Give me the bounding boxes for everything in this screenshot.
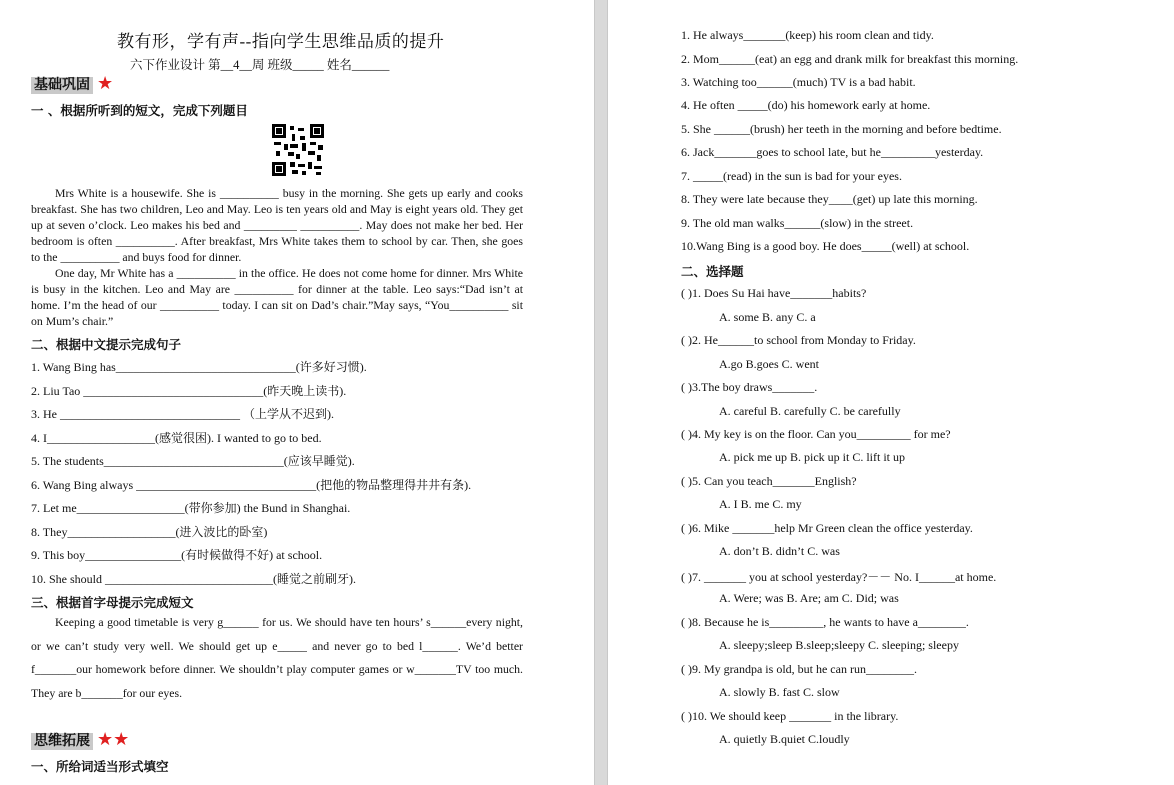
document-title: 教有形，学有声--指向学生思维品质的提升 — [117, 32, 445, 51]
passage-paragraph: Keeping a good timetable is very g______ for us. We should have ten hours’ s______every night, or we can’t study very well. We should get up e_____ and never go to bed l______. We’d better f_______our homework before dinner. We shouldn’t play computer games or w_______TV too much. They are b_______for our eyes. — [31, 615, 523, 700]
question-options: A. some B. any C. a — [719, 310, 816, 324]
section-badge-extension — [31, 730, 129, 750]
list-item: 10. She should ____________________________(睡觉之前刷牙). — [31, 572, 356, 586]
qr-code-icon — [272, 124, 324, 176]
question-options: A. don’t B. didn’t C. was — [719, 544, 840, 558]
question-text: ( )6. Mike _______help Mr Green clean the office yesterday. — [681, 521, 973, 535]
question-text: ( )4. My key is on the floor. Can you_________ for me? — [681, 427, 951, 441]
list-item: 10.Wang Bing is a good boy. He does_____(well) at school. — [681, 239, 970, 253]
section-heading-choice: 二、选择题 — [681, 264, 744, 279]
question-options: A. careful B. carefully C. be carefully — [719, 404, 901, 418]
list-item: 5. The students______________________________(应该早睡觉). — [31, 454, 355, 468]
list-item: 4. I__________________(感觉很困). I wanted to go to bed. — [31, 431, 322, 445]
list-item: 8. They__________________(进入波比的卧室) — [31, 525, 268, 539]
listening-passage — [31, 185, 523, 329]
passage-paragraph: One day, Mr White has a __________ in the office. He does not come home for dinner. Mrs White is busy in the kitchen. Leo and May are __________ for dinner at the table. Leo says:“Dad isn’t at home. I’m the head of our __________ today. I can sit on Dad’s chair.”May says, “You__________ sit on Mum’s chair.” — [31, 266, 523, 328]
question-options: A. quietly B.quiet C.loudly — [719, 732, 850, 746]
badge-label: 思维拓展 — [31, 733, 93, 750]
question-options: A. sleepy;sleep B.sleep;sleepy C. sleeping; sleepy — [719, 638, 959, 652]
list-item: 9. The old man walks______(slow) in the street. — [681, 216, 914, 230]
list-item: 1. Wang Bing has______________________________(许多好习惯). — [31, 360, 367, 374]
list-item: 1. He always_______(keep) his room clean and tidy. — [681, 28, 934, 42]
list-item: 5. She ______(brush) her teeth in the morning and before bedtime. — [681, 122, 1002, 136]
star-icon: ★★ — [97, 729, 130, 749]
list-item: 6. Jack_______goes to school late, but he_________yesterday. — [681, 145, 984, 159]
question-options: A.go B.goes C. went — [719, 357, 819, 371]
list-item: 7. _____(read) in the sun is bad for your eyes. — [681, 169, 902, 183]
star-icon: ★ — [97, 73, 114, 93]
list-item: 2. Liu Tao ______________________________(昨天晚上读书). — [31, 384, 347, 398]
section-heading-word-forms: 一、所给词适当形式填空 — [31, 759, 169, 774]
cloze-passage — [31, 611, 523, 705]
question-options: A. pick me up B. pick up it C. lift it up — [719, 450, 905, 464]
list-item: 3. He ______________________________ （上学从不迟到). — [31, 407, 334, 421]
document-subtitle: 六下作业设计 第__4__周 班级_____ 姓名______ — [130, 58, 390, 72]
list-item: 2. Mom______(eat) an egg and drank milk for breakfast this morning. — [681, 52, 1019, 66]
question-text: ( )8. Because he is_________, he wants to have a________. — [681, 615, 969, 629]
question-text: ( )2. He______to school from Monday to Friday. — [681, 333, 916, 347]
list-item: 8. They were late because they____(get) up late this morning. — [681, 192, 978, 206]
list-item: 3. Watching too______(much) TV is a bad habit. — [681, 75, 916, 89]
section-badge-basic — [31, 74, 113, 94]
list-item: 9. This boy________________(有时候做得不好) at school. — [31, 548, 323, 562]
question-text: ( )10. We should keep _______ in the library. — [681, 709, 899, 723]
list-item: 7. Let me__________________(带你参加) the Bund in Shanghai. — [31, 501, 351, 515]
section-heading-translation: 二、根据中文提示完成句子 — [31, 337, 182, 352]
list-item: 6. Wang Bing always ______________________________(把他的物品整理得井井有条). — [31, 478, 472, 492]
question-text: ( )3.The boy draws_______. — [681, 380, 818, 394]
right-document-page — [608, 0, 1174, 785]
question-text: ( )5. Can you teach_______English? — [681, 474, 857, 488]
question-text: ( )7. _______ you at school yesterday?－－ No. I______at home. — [681, 570, 997, 584]
question-options: A. Were; was B. Are; am C. Did; was — [719, 591, 899, 605]
question-options: A. I B. me C. my — [719, 497, 802, 511]
section-heading-cloze: 三、根据首字母提示完成短文 — [31, 595, 194, 610]
page-separator — [594, 0, 608, 785]
question-options: A. slowly B. fast C. slow — [719, 685, 840, 699]
list-item: 4. He often _____(do) his homework early at home. — [681, 98, 931, 112]
question-text: ( )9. My grandpa is old, but he can run________. — [681, 662, 917, 676]
badge-label: 基础巩固 — [31, 77, 93, 94]
section-heading-listening: 一 、根据所听到的短文，完成下列题目 — [31, 103, 248, 118]
question-text: ( )1. Does Su Hai have_______habits? — [681, 286, 867, 300]
passage-paragraph: Mrs White is a housewife. She is __________ busy in the morning. She gets up early and cooks breakfast. She has two children, Leo and May. Leo is ten years old and May is eight years old. They get up at seven o’clock. Leo makes his bed and _________ __________. May does not make her bed. Her bedroom is often __________. After breakfast, Mrs White takes them to school by car. Then, she goes to the __________ and buys food for dinner. — [31, 186, 523, 264]
